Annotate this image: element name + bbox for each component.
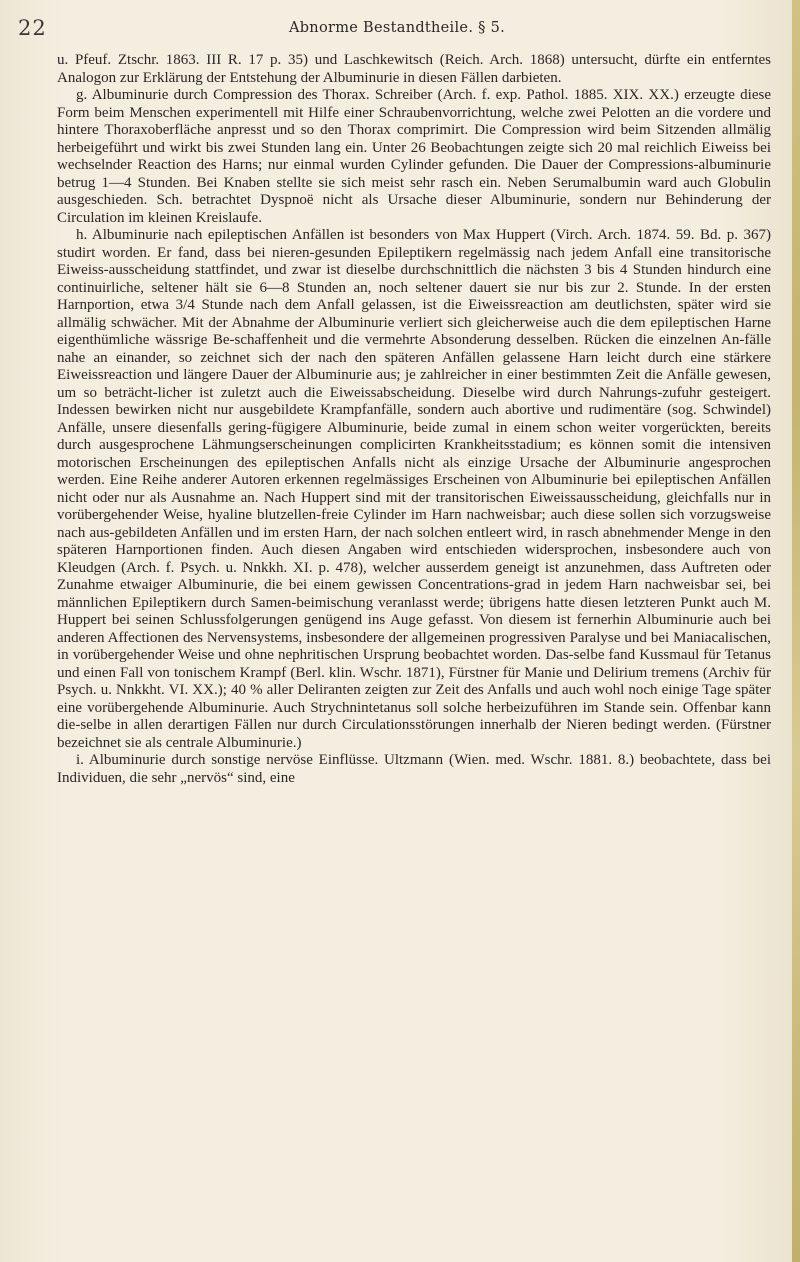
paragraph-continuation: u. Pfeuf. Ztschr. 1863. III R. 17 p. 35) und Laschkewitsch (Reich. Arch. 1868) untersucht, dürfte ein entferntes Analogon zur Erklärung der Entstehung der Albuminurie in diesen Fällen darbieten.: [57, 52, 771, 86]
page-header: [18, 16, 776, 42]
paragraph-g-thorax-compression: g. Albuminurie durch Compression des Thorax. Schreiber (Arch. f. exp. Pathol. 1885. XIX. XX.) erzeugte diese Form beim Menschen experimentell mit Hilfe einer Schraubenvorrichtung, welche zwei Pelotten an die vordere und hintere Thoraxoberfläche anpresst und so den Thorax comprimirt. Die Compression wird beim Sitzenden allmälig herbeigeführt und wirkt bis zwei Stunden lang ein. Unter 26 Beobachtungen zeigte sich 20 mal reichlich Eiweiss bei wechselnder Reaction des Harns; nur einmal wurden Cylinder gefunden. Die Dauer der Compressions-albuminurie betrug 1—4 Stunden. Bei Knaben stellte sie sich meist sehr rasch ein. Neben Serumalbumin ward auch Globulin ausgeschieden. Sch. betrachtet Dyspnoë nicht als Ursache dieser Albuminurie, sondern nur Behinderung der Circulation im kleinen Kreislaufe.: [57, 87, 771, 226]
page-edge-decoration: [792, 0, 800, 1262]
body-text: [57, 52, 771, 787]
paragraph-h-epileptic-albuminuria: h. Albuminurie nach epileptischen Anfällen ist besonders von Max Huppert (Virch. Arch. 1874. 59. Bd. p. 367) studirt worden. Er fand, dass bei nieren-gesunden Epileptikern regelmässig nach jedem Anfall eine transitorische Eiweiss-ausscheidung stattfindet, und zwar ist dieselbe durchschnittlich die nächsten 3 bis 4 Stunden hindurch eine continuirliche, seltener hält sie 6—8 Stunden an, noch seltener dauert sie nur bis zur 2. Stunde. In der ersten Harnportion, etwa 3/4 Stunde nach dem Anfall gelassen, ist die Eiweissreaction am deutlichsten, später wird sie allmälig schwächer. Mit der Abnahme der Albuminurie verliert sich gleicherweise auch die dem epileptischen Harne eigenthümliche wässrige Be-schaffenheit und die vermehrte Absonderung desselben. Rücken die einzelnen An-fälle nahe an einander, so zeichnet sich der nach den späteren Anfällen gelassene Harn leicht durch eine stärkere Eiweissreaction und längere Dauer der Albuminurie aus; je zahlreicher in einer bestimmten Zeit die Anfälle gewesen, um so beträcht-licher ist zuletzt auch die Eiweissabscheidung. Dieselbe wird durch Nahrungs-zufuhr gesteigert. Indessen bewirken nicht nur ausgebildete Krampfanfälle, sondern auch abortive und rudimentäre (sog. Schwindel) Anfälle, unsere diesenfalls gering-fügigere Albuminurie, beide zumal in einem schon weiter vorgerückten, bereits durch ausgesprochene Lähmungserscheinungen complicirten Krankheitsstadium; es können somit die intensiven motorischen Erscheinungen des epileptischen Anfalls nicht als einzige Ursache der Albuminurie angesprochen werden. Eine Reihe anderer Autoren erkennen regelmässiges Erscheinen von Albuminurie bei epileptischen Anfällen nicht oder nur als Ausnahme an. Nach Huppert sind mit der transitorischen Eiweissausscheidung, gleichfalls nur in vorübergehender Weise, hyaline blutzellen-freie Cylinder im Harn nachweisbar; auch diese sollen sich vorzugsweise nach aus-gebildeten Anfällen und im ersten Harn, der nach solchen entleert wird, in rasch abnehmender Menge in den späteren Harnportionen finden. Auch diesen Angaben wird entschieden widersprochen, insbesondere auch von Kleudgen (Arch. f. Psych. u. Nnkkh. XI. p. 478), welcher ausserdem geneigt ist anzunehmen, dass Auftreten oder Zunahme etwaiger Albuminurie, die bei einem gewissen Concentrations-grad in jedem Harn nachweisbar sei, bei männlichen Epileptikern durch Samen-beimischung veranlasst werde; übrigens hatte diesen letzteren Punkt auch M. Huppert bei seinen Schlussfolgerungen genügend ins Auge gefasst. Von diesem ist fernerhin Albuminurie auch bei anderen Affectionen des Nervensystems, insbesondere der allgemeinen progressiven Paralyse und bei Maniacalischen, in vorübergehender Weise und ohne nephritischen Ursprung beobachtet worden. Das-selbe fand Kussmaul für Tetanus und einen Fall von tonischem Krampf (Berl. klin. Wschr. 1871), Fürstner für Manie und Delirium tremens (Archiv für Psych. u. Nnkkht. VI. XX.); 40 % aller Deliranten zeigten zur Zeit des Anfalls und auch wohl noch einige Tage später eine vorübergehende Albuminurie. Auch Strychnintetanus soll solche herbeizuführen im Stande sein. Offenbar kann die-selbe in allen derartigen Fällen nur durch Circulationsstörungen innerhalb der Nieren bedingt werden. (Fürstner bezeichnet sie als centrale Albuminurie.): [57, 227, 771, 751]
running-head: Abnorme Bestandtheile. § 5.: [288, 20, 506, 36]
paragraph-i-nervous-influences: i. Albuminurie durch sonstige nervöse Einflüsse. Ultzmann (Wien. med. Wschr. 1881. 8.) beobachtete, dass bei Individuen, die sehr „nervös“ sind, eine: [57, 752, 771, 786]
page-number: 22: [18, 16, 47, 40]
